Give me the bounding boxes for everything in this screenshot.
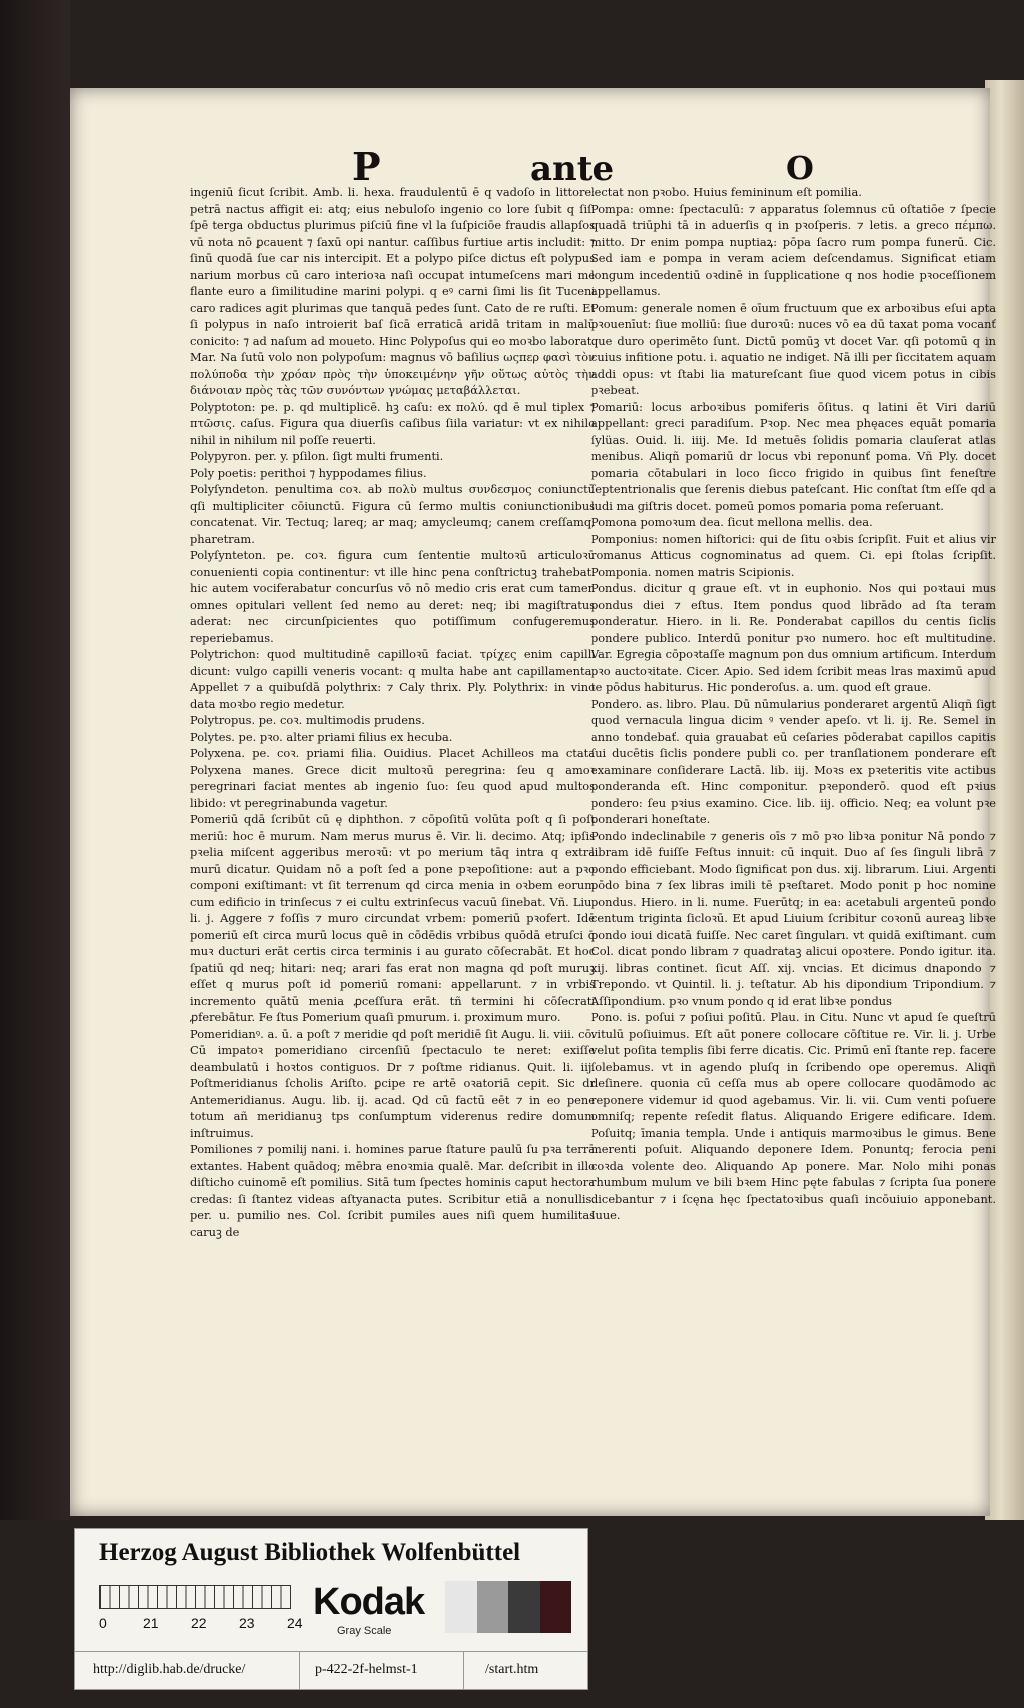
gray-swatch (508, 1581, 540, 1633)
entry-paragraph: Polypyron. per. y. pſilon. ſigt multi frumenti. (190, 449, 444, 463)
entry-paragraph: Pomariū: locus arboꝛibus pomiferis ōſitus. q latini ēt Viri dariū appellant: greci paradiſum. Pꝛop. Nec mea phęaces equāt pomaria ſylüas. Ouid. li. iiij. Me. Id metuēs ſolidis pomaria clauſerat atlas menibus. Aliqñ pomariū dr locus vbi reponunť poma. Vñ Ply. docet pomaria cōtabulari in loco ſicco frigido in quibus ſint feneſtre ſeptentrionalis que ſerenis diebus pateſcant. Hic conſtat ſtm eſſe qd a ludi ma giſtris docet. pomeū pomos pomaria poma reſeruant. (591, 399, 996, 513)
gray-swatches (445, 1581, 571, 1633)
ruler-number: 0 (99, 1615, 107, 1631)
entry-paragraph: Pondo indeclinabile ⁊ generis oīs ⁊ mō pꝛo libꝛa ponitur Nā pondo ⁊ libram idē fuiſſe Feſtus innuit: cū inquit. Duo aſ ſes ſinguli librā ⁊ pondo efficiebant. Modo ſignificat pon dus. xij. librarum. Liui. Argenti pōdo bina ⁊ ſex libras imili tē pꝛeſtaret. Modo ponit p hoc nomine pondus. Hiero. in li. nume. Fuerūtq; in ea: acetabuli argenteū pondo centum triginta ſicloꝛū. Et apud Liuium ſcribitur coꝛonū aureaꝫ libꝛe pondo ioui dicatā fuiſſe. Nec caret ſinguları. vt quidā exiſtimant. cum Col. dicat pondo libram ⁊ quadrataꝫ alicui opoꝛtere. Pondo igitur. ita. xij. libras continet. ſicut Aſſ. xij. vncias. Et dicimus dnapondo ⁊ Trepondo. vt Quintil. li. j. teſtatur. Ab his dipondium Tripondium. ⁊ Aſſipondium. pꝛo vnum pondo q id erat libꝛe pondus (591, 828, 996, 1008)
entry-paragraph: Pomiliones ⁊ pomilij nani. i. homines parue ſtature paulū ſu pꝛa terrā extantes. Habent quādoq; mēbra enoꝛmia qualē. Mar. deſcribit in illo diſticho cuinomē eſt pomilius. Sitā tum ſpectes hominis caput hectora credas: ſi ſtantez videas aſtyanacta putes. Scribitur etiā a nonullis. per. u. pumilio nes. Col. ſcribit pumiles aues niſi quem humilitas caruꝫ de (190, 1142, 595, 1239)
book-page (70, 88, 996, 1516)
left-column (190, 184, 595, 1240)
entry-paragraph: Pomeriū qdā ſcribūt cū ę diphthon. ⁊ cōpoſitū volūta poſt q ſi poſt meriū: hoc ē murum. Nam merus murus ē. Vir. li. decimo. Atq; ipſis pꝛelia miſcent aggeribus meroꝛū: vt po merium tāq intra q extra murū dicatur. Quidam nō a poſt ſed a pone pꝛepoſitione: aut a pꝛo componi exiſtimant: vt ſit terrenum qd circa menia in oꝛbem eorum cum edificio in trinſecus ⁊ ei cultu extrinſecus vacuū ſinebat. Vñ. Liu. li. j. Aggere ⁊ foſſis ⁊ muro circundat vrbem: pomeriū pꝛofert. Idē pomeriū eſt circa murū locus quē in cōdēdis vrbibus quōdā etruſci q̄ muꝛ ducturi erāt certis circa terminis i au gurato cōſecrabāt. Et hoc ſpatiū qd neq; hitari: neq; arari fas erat non magna qd poſt muruꝫ eſſet q murus poſt id pomeriū romani: appellarunt. ⁊ in vrbis incremento quātū menia ꝓceſſura erāt. tñ termini hi cōſecrati ꝓferebātur. Fe ſtus Pomerium quaſi pmurum. i. proximum muro. (190, 812, 595, 1024)
entry-paragraph: Pondus. dicitur q graue eſt. vt in euphonio. Nos qui poꝛtaui mus pondus diei ⁊ eſtus. Item pondus quod librādo ad ſta teram ponderatur. Hiero. in li. Re. Ponderabat capillos du centis ſiclis pondere publico. Interdū ponitur pꝛo numero. hoc eſt multitudine. Var. Egregia cōpoꝛtaſſe magnum pon dus omnium artificum. Interdum pꝛo auctoꝛitate. Cicer. Apio. Sed idem ſcribit meas lras maximū apud te pōdus habiturus. Hic ponderoſus. a. um. quod eſt graue. (591, 581, 996, 694)
shelfmark: p-422-2f-helmst-1 (315, 1662, 418, 1677)
gray-swatch (477, 1581, 509, 1633)
entry-paragraph: Pomum: generale nomen ē oīum fructuum que ex arboꝛibus eſui apta pꝛouenīut: ſiue molliū: ſiue duroꝛū: nuces vō ea dū taxat poma vocanť que duro operimēto ſunt. Dictū pomūꝫ vt docet Var. qſi potomū q in cuius infitione potu. i. aquatio ne indiget. Nā illi per ſiccitatem aquam addi opus: vt ſtabi lia matureſcant ſiue quod vicem potus in cibis pꝛebeat. (591, 300, 996, 397)
ruler-number: 23 (239, 1615, 255, 1631)
entry-paragraph: Polytes. pe. pꝛo. alter priami filius ex hecuba. (190, 729, 453, 744)
entry-paragraph: ingeniū ſicut ſcribit. Amb. li. hexa. fraudulentū ē q vadoſo in littore: petrā nactus affigit ei: atq; eius nebuloſo ingenio co lore ſubit q ſiſi ſpē terga obductus plurimus piſciū fine vl la ſuſpiciōe fraudis allapſos vū nota nō ꝑcauent ⁊ ſaxū opi nantur. caſſibus furtiue artis includit: ⁊ ſinū quodā ſue car nis intercipit. Et a polypo piſce dictus eſt polypus narium morbus cū caro interioꝛa naſi occupat intumeſcens mari me flante euro a ſimilitudine marini polypi. q eꝰ carni ſimi lis ſit Tuceni caro radices agit plurimas que tanquā pedes ſunt. Cato de re ruſti. Et ſi polypus in naſo introierit baſ ſicā erraticā aridā tritam in malū conicito: ⁊ ad naſum ad moueto. Hinc Polypoſus qui eo moꝛbo laborat. Mar. Na ſutū volo non polypoſum: magnus vō baſilius ωςπερ φασὶ τὸν πολύποδα τὴν χρόαν πρὸς τὴν ὑποκειμένην γῆν οὕτως αὐτὸς τὴν διάνοιαν πρὸς τὰς τῶν συνόντων γνώμας μεταβάλλεται. (190, 185, 595, 397)
library-color-strip (74, 1528, 588, 1690)
ruler-number: 22 (191, 1615, 207, 1631)
entry-paragraph: Pomona pomoꝛum dea. ſicut mellona mellis. dea. (591, 515, 873, 529)
entry-paragraph: Polyſyndeton. penultima coꝛ. ab πολὺ multus συνδεσμος coniunctū qſi multipliciter cōiunctū. Figura cū ſermo multis coniunctionibus concatenat. Vir. Tectuq; lareq; ar maq; amycleumq; canem creſſamq; pharetram. (190, 482, 595, 546)
entry-paragraph: Polyxena. pe. coꝛ. priami filia. Ouidius. Placet Achilleos ma ctata Polyxena manes. Grece dicit multoꝛū peregrina: ſeu q amoꝛ peregrinari faciat mentes ab ingenio ſuo: ſeu quod apud multos libido: vt peregrinabunda vagetur. (190, 746, 595, 810)
header-left-letter: P (352, 144, 381, 189)
gray-scale-label: Gray Scale (337, 1625, 392, 1637)
library-title: Herzog August Bibliothek Wolfenbüttel (99, 1539, 521, 1566)
strip-footer (75, 1651, 587, 1690)
entry-paragraph: lectat non pꝛobo. Huius femininum eſt pomilia. (591, 185, 862, 199)
right-column (591, 184, 996, 1224)
digilib-url[interactable]: http://diglib.hab.de/drucke/ (93, 1662, 246, 1677)
kodak-logo: Kodak (313, 1581, 425, 1623)
left-shadow (0, 0, 70, 1520)
scale-ruler (99, 1585, 291, 1609)
header-right-letter: O (786, 149, 814, 187)
start-link[interactable]: /start.htm (485, 1662, 539, 1677)
entry-paragraph: Pondero. as. libro. Plau. Dū nūmularius ponderaret argentū Aliqñ ſigt quod vernacula lingua dicim ꝰ vender apeſo. vt li. ij. Re. Semel in anno tondebať. quia grauabat eū ceſaries pōderabat capillos capitis ſui ducētis ſiclis pondere publi co. per tranſlationem ponderare eſt examinare conſiderare Lactā. lib. iij. Moꝛs ex pꝛeteritis vite actibus ponderanda eſt. Hinc componitur. pꝛeponderō. quod eſt pꝛius pondero: ſeu pꝛius examino. Cice. lib. iij. officio. Neq; ea volunt pꝛe ponderari honeſtate. (591, 696, 996, 826)
entry-paragraph: Polyſynteton. pe. coꝛ. figura cum ſententie multoꝛū articuloꝛū conuenienti copia continentur: vt ille hinc pena conſtrictuꝫ trahebat: hic autem vociferabatur concurſus vō nō medio cris erat cum tamen omnes opitulari vellent ſed nemo au deret: neq; ibi magiſtratus aderat: nec circunſpicientes quo potiſſimum confugeremus reperiebamus. (190, 548, 595, 645)
entry-paragraph: Polytropus. pe. coꝛ. multimodis prudens. (190, 713, 425, 727)
red-swatch (540, 1581, 572, 1633)
entry-paragraph: Pomeridianꝰ. a. ū. a poſt ⁊ meridie qd poſt meridiē ſit Augu. li. viii. cō. Cū impatoꝛ pomeridiano circenſiū ſpectaculo te neret: exiſſe deambulatū i hoꝛtos contiguos. Dr ⁊ poſtme ridianus. Quit. li. iij. Poſtmeridianus ſcholis Ariſto. ꝑcipe re artē oꝛatoriā cepit. Sic dr Antemeridianus. Augu. lib. ij. acad. Qd cū factū eēt ⁊ in eo pene totum añ meridianuꝫ tps conſumptum viderenus redire domum inſtruimus. (190, 1026, 595, 1140)
footer-divider (463, 1652, 464, 1690)
entry-paragraph: Poly poetis: perithoi ⁊ hyppodames filius. (190, 465, 427, 480)
gray-swatch (445, 1581, 477, 1633)
entry-paragraph: Polyptoton: pe. p. qd multiplicē. hꝫ caſu: ex πολύ. qd ē mul tiplex ⁊ πτῶσις. caſus. Figura qua diuerſis caſibus ſiila variatur: vt ex nihilo nihil in nihilum nil poſſe reuerti. (190, 399, 595, 447)
entry-paragraph: Pono. is. poſui ⁊ poſiui poſitū. Plau. in Citu. Nunc vt apud ſe queſtrū vitulū poſiuimus. Eſt aūt ponere collocare cōſtitue re. Vir. li. j. Urbe velut poſita templis ſibi ferre dicatis. Cic. Primū enī ſtante rep. facere ſolebamus. vt in agendo pluſq in ſcribendo ope operemus. Aliqñ deſinere. quonia cū ceſſa mus ab opere collocare quodāmodo ac reponere videmur id quod agebamus. Vir. li. vii. Cum venti poſuere omniſq; repente reſedit flatus. Aliquando Erigere edificare. Idem. Poſuitq; īmania templa. Unde i antiquis marmoꝛibus le gimus. Bene merenti poſuit. Aliquando deponere Idem. Ponuntq; ferocia peni coꝛda volente deo. Aliquando Ap ponere. Mar. Nolo mihi ponas rhumbum mulum ve bili bꝛem Hinc pęte fabulas ⁊ ſcripta ſua ponere dicebantur ⁊ i ſcęna hęc ſpectatoꝛibus quaſi incōuiuio apponebant. Iuue. (591, 1010, 996, 1222)
footer-divider (299, 1652, 300, 1690)
entry-paragraph: Polytrichon: quod multitudinē capilloꝛū faciat. τρίχες enim capilli dicunt: vulgo capilli veneris vocant: q multa habe ant capillamenta. Appellet ⁊ a quibuſdā polythrix: ⁊ Caly thrix. Ply. Polythrix: in vino data moꝛbo regio medetur. (190, 647, 595, 711)
ruler-number: 21 (143, 1615, 159, 1631)
entry-paragraph: Pomponius: nomen hiſtorici: qui de ſitu oꝛbis ſcripſit. Fuit et alius vir romanus Atticus cognominatus ad quem. Ci. epi ſtolas ſcripſit. Pomponia. nomen matris Scipionis. (591, 531, 996, 579)
ruler-number: 24 (287, 1615, 303, 1631)
header-running-title: ante (530, 149, 615, 189)
entry-paragraph: Pompa: omne: ſpectaculū: ⁊ apparatus ſolemnus cū oſtatiōe ⁊ ſpecie quadā triūphi tā in aduerſis q in pꝛoſperis. ⁊ letis. a greco πέμπω. mitto. Dr enim pompa nuptiaꝝ: pōpa ſacro rum pompa funerū. Cic. Sed iam e pompa in veram aciem deſcendamus. Significat etiam longum incedentiū oꝛdinē in ſupplicatione q nos hodie pꝛoceſſionem appellamus. (591, 201, 996, 298)
